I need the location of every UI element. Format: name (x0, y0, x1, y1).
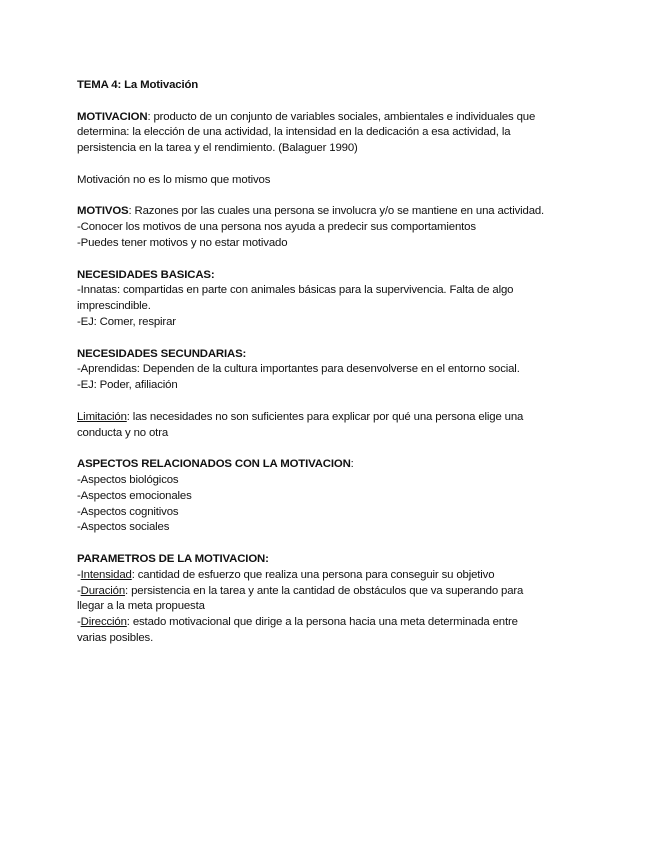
direccion-term: Dirección (80, 616, 127, 629)
duracion-dash: - (77, 584, 81, 597)
definition-line-1 (77, 110, 577, 126)
duracion-text: : persistencia en la tarea y ante la cantidad de obstáculos que va superando para (125, 584, 524, 597)
duracion-term: Duración (80, 584, 126, 597)
limitacion-paragraph (77, 410, 577, 442)
page-title: TEMA 4: La Motivación (77, 79, 199, 91)
aspectos-colon: : (350, 458, 354, 471)
secundarias-heading: NECESIDADES SECUNDARIAS: (77, 347, 247, 360)
list-item: -Aspectos cognitivos (77, 505, 179, 518)
definition-text: : producto de un conjunto de variables sociales, ambientales e individuales que (147, 110, 536, 123)
basicas-heading: NECESIDADES BASICAS: (77, 268, 215, 281)
motivos-term: MOTIVOS (77, 205, 129, 218)
note-paragraph (77, 173, 577, 189)
duracion-line (77, 584, 577, 600)
parametros-paragraph (77, 552, 577, 647)
aspectos-paragraph (77, 457, 577, 536)
aspectos-heading-line (77, 457, 577, 473)
title-paragraph (77, 78, 577, 94)
basicas-line-3: -EJ: Comer, respirar (77, 315, 176, 328)
motivos-line-2: -Conocer los motivos de una persona nos ayuda a predecir sus comportamientos (77, 221, 476, 234)
list-item: -Aspectos sociales (77, 521, 170, 534)
motivos-text: : Razones por las cuales una persona se involucra y/o se mantiene en una actividad. (128, 205, 545, 218)
duracion-line-2: llegar a la meta propuesta (77, 600, 205, 613)
direccion-line-2: varias posibles. (77, 631, 154, 644)
parametros-heading: PARAMETROS DE LA MOTIVACION: (77, 552, 269, 565)
limitacion-line-2: conducta y no otra (77, 426, 169, 439)
direccion-text: : estado motivacional que dirige a la persona hacia una meta determinada entre (126, 616, 518, 629)
definition-line-3: persistencia en la tarea y el rendimiento. (Balaguer 1990) (77, 142, 358, 155)
direccion-line (77, 615, 577, 631)
secundarias-paragraph (77, 347, 577, 394)
direccion-dash: - (77, 616, 81, 629)
limitacion-line-1 (77, 410, 577, 426)
basicas-line-2: imprescindible. (77, 300, 151, 313)
secundarias-line-1: -Aprendidas: Dependen de la cultura importantes para desenvolverse en el entorno social. (77, 363, 520, 376)
note-text: Motivación no es lo mismo que motivos (77, 173, 271, 186)
intensidad-line (77, 568, 577, 584)
definition-paragraph (77, 110, 577, 157)
limitacion-text: : las necesidades no son suficientes para explicar por qué una persona elige una (126, 410, 524, 423)
motivos-line-1 (77, 204, 577, 220)
list-item: -Aspectos emocionales (77, 489, 192, 502)
intensidad-dash: - (77, 568, 81, 581)
basicas-paragraph (77, 268, 577, 331)
intensidad-term: Intensidad (80, 568, 132, 581)
intensidad-text: : cantidad de esfuerzo que realiza una persona para conseguir su objetivo (131, 568, 495, 581)
limitacion-term: Limitación (77, 410, 127, 423)
basicas-line-1: -Innatas: compartidas en parte con animales básicas para la supervivencia. Falta de algo (77, 284, 514, 297)
definition-line-2: determina: la elección de una actividad, la intensidad en la dedicación a esa actividad, la (77, 126, 511, 139)
document-body (77, 78, 577, 662)
motivos-paragraph (77, 204, 577, 251)
motivos-line-3: -Puedes tener motivos y no estar motivado (77, 236, 288, 249)
list-item: -Aspectos biológicos (77, 473, 179, 486)
definition-term: MOTIVACION (77, 110, 148, 123)
aspectos-heading: ASPECTOS RELACIONADOS CON LA MOTIVACION (77, 458, 351, 471)
secundarias-line-2: -EJ: Poder, afiliación (77, 379, 178, 392)
